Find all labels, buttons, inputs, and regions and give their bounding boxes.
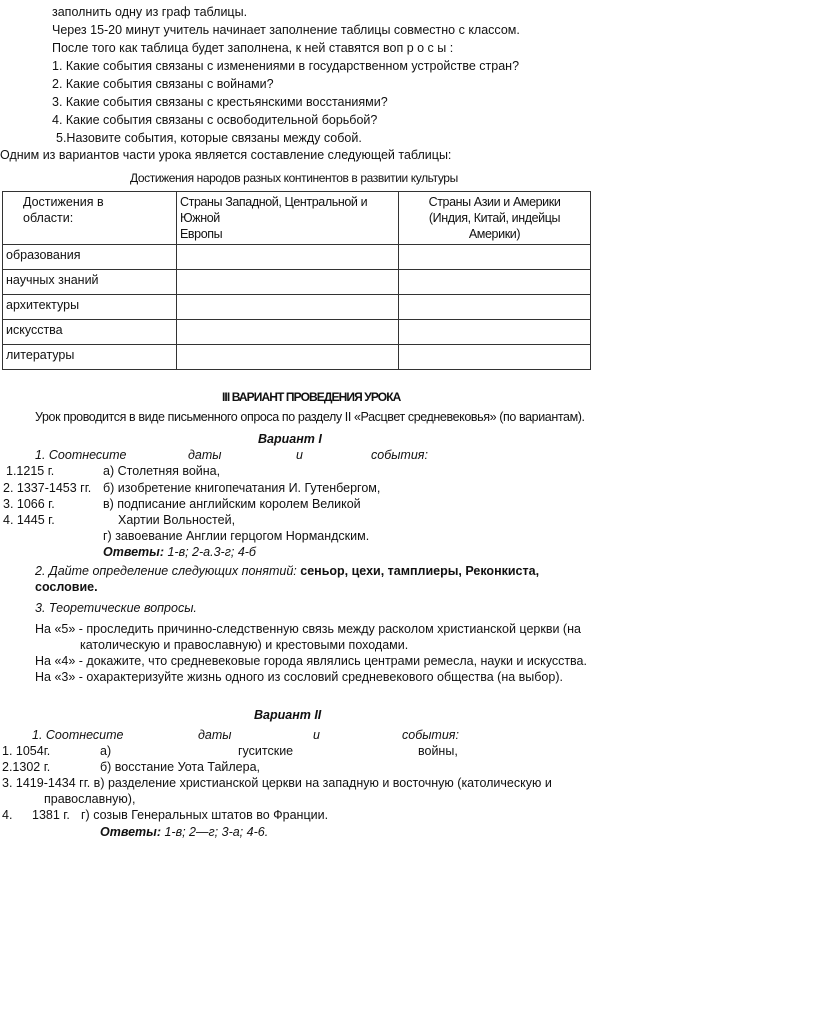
intro-line-1: заполнить одну из граф таблицы. xyxy=(52,5,248,19)
table-cell xyxy=(399,270,591,295)
question-grade-4: На «4» - докажите, что средневековые города являлись центрами ремесла, науки и искусства. xyxy=(35,654,587,668)
header-asia-line-3: Америки) xyxy=(468,227,521,241)
task2-terms-cont: сословие. xyxy=(35,580,98,594)
header-europe-line-1: Страны Западной, Центральной и Южной xyxy=(180,195,368,225)
v2-event-a-word-2: войны, xyxy=(418,744,458,758)
task1-word-2: даты xyxy=(188,448,222,462)
date-1: 1.1215 г. xyxy=(6,464,55,478)
event-d: г) завоевание Англии герцогом Нормандским. xyxy=(103,529,370,543)
intro-line-3: После того как таблица будет заполнена, к ней ставятся воп р о с ы : xyxy=(52,41,454,55)
question-3: 3. Какие события связаны с крестьянскими восстаниями? xyxy=(52,95,388,109)
question-4: 4. Какие события связаны с освободительной борьбой? xyxy=(52,113,378,127)
v2-task1-word-1: 1. Соотнесите xyxy=(32,728,124,742)
variant-2-answers xyxy=(100,824,268,840)
row-label: образования xyxy=(3,245,177,270)
question-1: 1. Какие события связаны с изменениями в государственном устройстве стран? xyxy=(52,59,520,73)
table-cell xyxy=(399,295,591,320)
table-cell xyxy=(399,345,591,370)
achievements-table xyxy=(2,191,591,370)
header-europe-line-2: Европы xyxy=(180,227,223,241)
header-asia-line-2: (Индия, Китай, индейцы xyxy=(428,211,561,225)
table-cell xyxy=(177,345,399,370)
header-asia-line-1: Страны Азии и Америки xyxy=(428,195,561,209)
v2-date-4-num: 4. xyxy=(2,808,13,822)
intro-line-2: Через 15-20 минут учитель начинает заполнение таблицы совместно с классом. xyxy=(52,23,520,37)
v2-answers-value: 1-в; 2—г; 3-а; 4-6. xyxy=(164,825,269,839)
answers-value: 1-в; 2-а.3-г; 4-б xyxy=(167,545,256,559)
v2-event-a-letter: а) xyxy=(100,744,112,758)
v2-event-a-word: гуситские xyxy=(238,744,294,758)
table-cell xyxy=(177,270,399,295)
table-cell xyxy=(177,320,399,345)
header-cell-area xyxy=(3,192,177,245)
v2-date-2: 2.1302 г. xyxy=(2,760,51,774)
header-area-line-1: Достижения в xyxy=(23,195,104,209)
answers-label: Ответы: xyxy=(103,545,164,559)
table-cell xyxy=(177,295,399,320)
v2-event-d: г) созыв Генеральных штатов во Франции. xyxy=(81,808,329,822)
v2-event-b: б) восстание Уота Тайлера, xyxy=(100,760,261,774)
task2-prefix: 2. Дайте определение следующих понятий: xyxy=(35,564,297,578)
question-grade-5: На «5» - проследить причинно-следственную связь между расколом христианской церкви (на xyxy=(35,622,581,636)
v2-task1-word-4: события: xyxy=(402,728,459,742)
table-caption: Достижения народов разных континентов в развитии культуры xyxy=(130,171,458,185)
row-label: архитектуры xyxy=(3,295,177,320)
v2-task1-word-2: даты xyxy=(198,728,232,742)
section-subtitle: Урок проводится в виде письменного опроса по разделу II «Расцвет средневековья» (по вариантам). xyxy=(35,410,585,424)
variant-intro-line: Одним из вариантов части урока является составление следующей таблицы: xyxy=(0,148,452,162)
task1-word-4: события: xyxy=(371,448,428,462)
question-grade-3: На «3» - охарактеризуйте жизнь одного из сословий средневекового общества (на выбор). xyxy=(35,670,563,684)
v2-line-3-cont: православную), xyxy=(44,792,136,806)
date-3: 3. 1066 г. xyxy=(3,497,55,511)
v2-line-3: 3. 1419-1434 гг. в) разделение христианской церкви на западную и восточную (католическую и xyxy=(2,776,552,790)
variant-1-title: Вариант I xyxy=(258,432,322,446)
header-cell-europe xyxy=(177,192,399,245)
event-a: а) Столетняя война, xyxy=(103,464,221,478)
task2-terms: сеньор, цехи, тамплиеры, Реконкиста, xyxy=(300,564,540,578)
task2 xyxy=(35,563,539,579)
row-label: искусства xyxy=(3,320,177,345)
header-cell-asia xyxy=(399,192,591,245)
row-label: литературы xyxy=(3,345,177,370)
table-cell xyxy=(177,245,399,270)
date-2: 2. 1337-1453 гг. xyxy=(3,481,92,495)
v2-answers-label: Ответы: xyxy=(100,825,161,839)
question-2: 2. Какие события связаны с войнами? xyxy=(52,77,274,91)
row-label: научных знаний xyxy=(3,270,177,295)
header-area-line-2: области: xyxy=(23,211,74,225)
event-c-cont: Хартии Вольностей, xyxy=(118,513,236,527)
v2-date-4: 1381 г. xyxy=(32,808,70,822)
v2-date-1: 1. 1054г. xyxy=(2,744,51,758)
task3-title: 3. Теоретические вопросы. xyxy=(35,601,197,615)
table-cell xyxy=(399,245,591,270)
date-4: 4. 1445 г. xyxy=(3,513,55,527)
question-5: 5.Назовите события, которые связаны между собой. xyxy=(56,131,362,145)
v2-task1-word-3: и xyxy=(313,728,320,742)
variant-1-answers xyxy=(103,544,256,560)
event-b: б) изобретение книгопечатания И. Гутенбергом, xyxy=(103,481,381,495)
variant-2-title: Вариант II xyxy=(254,708,322,722)
task1-word-3: и xyxy=(296,448,303,462)
table-cell xyxy=(399,320,591,345)
question-grade-5-cont: католическую и православную) и крестовыми походами. xyxy=(80,638,409,652)
section-title: III ВАРИАНТ ПРОВЕДЕНИЯ УРОКА xyxy=(222,390,401,404)
task1-word-1: 1. Соотнесите xyxy=(35,448,127,462)
event-c: в) подписание английским королем Великой xyxy=(103,497,361,511)
